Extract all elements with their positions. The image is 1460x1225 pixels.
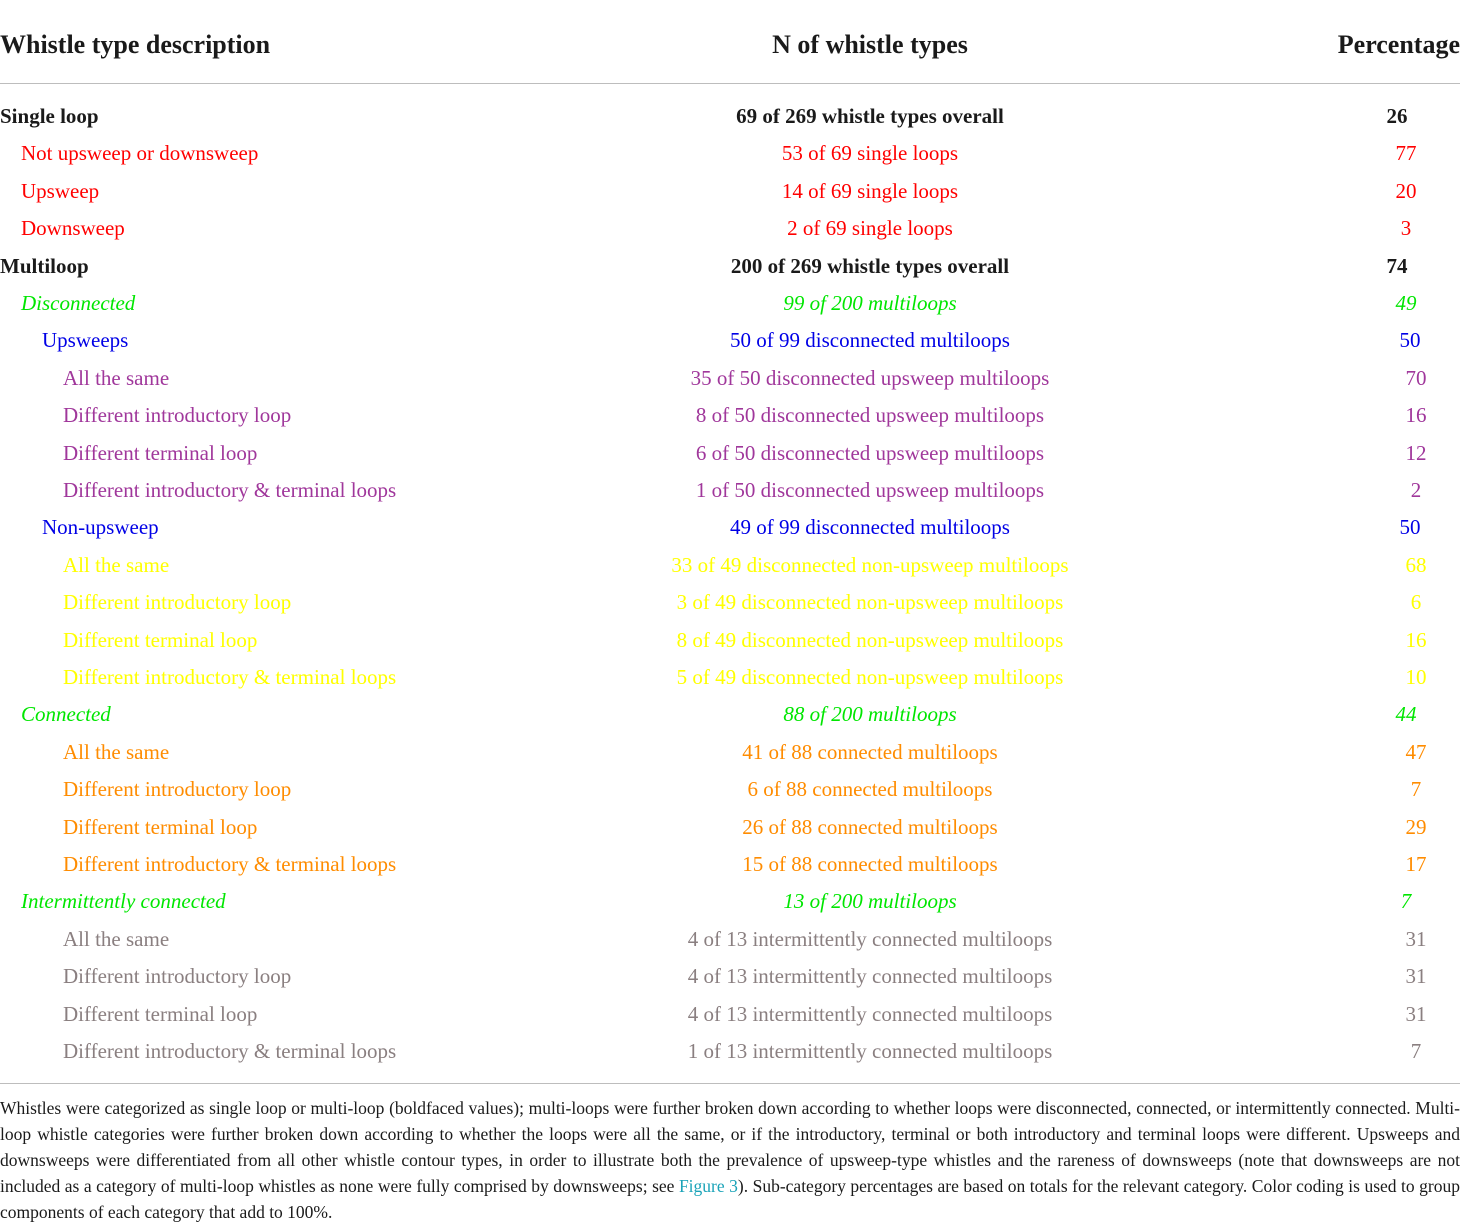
table-row (0, 253, 1460, 290)
row-percentage: 31 (1405, 926, 1427, 951)
row-n-whistle-types: 50 of 99 disconnected multiloops (730, 328, 1010, 353)
row-percentage: 49 (1395, 291, 1417, 315)
row-percentage: 50 (1399, 515, 1421, 540)
table-row (0, 776, 1460, 813)
row-description: Different introductory & terminal loops (63, 478, 397, 502)
row-n-whistle-types: 88 of 200 multiloops (783, 702, 957, 727)
row-description: Different introductory & terminal loops (63, 852, 397, 876)
row-description: Different introductory loop (63, 590, 292, 615)
row-percentage: 47 (1405, 739, 1427, 764)
row-description: Connected (21, 702, 111, 727)
row-description: Different introductory loop (63, 403, 292, 428)
row-n-whistle-types: 14 of 69 single loops (781, 178, 959, 203)
row-n-whistle-types: 8 of 50 disconnected upsweep multiloops (695, 403, 1045, 428)
footnote-text-after-link: ). Sub-category percentages are based on totals for the relevant category. Color coding is used to group components of each category that add to 100%. (0, 1176, 1460, 1222)
table-row (0, 327, 1460, 364)
table-row (0, 365, 1460, 402)
table-row (0, 664, 1460, 701)
row-n-whistle-types: 41 of 88 connected multiloops (742, 739, 998, 764)
table-row (0, 888, 1460, 925)
row-percentage: 3 (1400, 216, 1412, 241)
row-n-whistle-types: 99 of 200 multiloops (783, 291, 957, 315)
row-description: Different introductory & terminal loops (63, 665, 397, 689)
row-n-whistle-types: 8 of 49 disconnected non-upsweep multiloops (676, 627, 1064, 652)
table-row (0, 215, 1460, 252)
row-percentage: 68 (1405, 552, 1427, 577)
row-n-whistle-types: 69 of 269 whistle types overall (736, 104, 1004, 128)
row-n-whistle-types: 1 of 13 intermittently connected multiloops (687, 1039, 1053, 1063)
table-row (0, 103, 1460, 140)
row-description: Different introductory & terminal loops (63, 1039, 397, 1063)
table-row (0, 627, 1460, 664)
table-row (0, 477, 1460, 514)
row-n-whistle-types: 15 of 88 connected multiloops (742, 852, 998, 876)
row-n-whistle-types: 35 of 50 disconnected upsweep multiloops (690, 365, 1050, 390)
row-description: All the same (63, 365, 170, 390)
row-n-whistle-types: 2 of 69 single loops (787, 216, 953, 241)
row-description: All the same (63, 926, 170, 951)
table-row (0, 1001, 1460, 1038)
row-description: Multiloop (0, 253, 89, 278)
header-n-whistle-types: N of whistle types (772, 30, 968, 59)
table-footnote (0, 1095, 1460, 1225)
row-description: Upsweeps (42, 328, 129, 353)
table-row (0, 440, 1460, 477)
table-row (0, 140, 1460, 177)
table-row (0, 851, 1460, 888)
row-description: All the same (63, 552, 170, 577)
row-percentage: 31 (1405, 1001, 1427, 1026)
row-percentage: 29 (1405, 814, 1427, 839)
row-description: Different introductory loop (63, 777, 292, 802)
row-percentage: 31 (1405, 964, 1427, 989)
row-n-whistle-types: 1 of 50 disconnected upsweep multiloops (695, 478, 1045, 502)
row-description: Different introductory loop (63, 964, 292, 989)
row-description: Disconnected (21, 291, 136, 315)
row-description: Different terminal loop (63, 1001, 258, 1026)
row-description: Intermittently connected (21, 889, 226, 914)
table-row (0, 701, 1460, 738)
row-n-whistle-types: 3 of 49 disconnected non-upsweep multiloops (676, 590, 1064, 615)
row-n-whistle-types: 200 of 269 whistle types overall (730, 253, 1010, 278)
row-percentage: 6 (1410, 590, 1422, 615)
row-percentage: 44 (1395, 702, 1417, 727)
row-description: Different terminal loop (63, 440, 258, 465)
row-description: Single loop (0, 104, 99, 128)
row-percentage: 17 (1405, 852, 1427, 876)
row-percentage: 7 (1410, 1039, 1422, 1063)
row-n-whistle-types: 4 of 13 intermittently connected multiloops (687, 926, 1053, 951)
row-n-whistle-types: 6 of 88 connected multiloops (747, 777, 993, 802)
row-n-whistle-types: 26 of 88 connected multiloops (742, 814, 998, 839)
row-description: All the same (63, 739, 170, 764)
row-percentage: 16 (1405, 627, 1427, 652)
row-percentage: 7 (1400, 889, 1412, 914)
row-percentage: 16 (1405, 403, 1427, 428)
table-row (0, 963, 1460, 1000)
row-description: Different terminal loop (63, 627, 258, 652)
row-percentage: 50 (1399, 328, 1421, 353)
row-n-whistle-types: 4 of 13 intermittently connected multiloops (687, 1001, 1053, 1026)
row-n-whistle-types: 13 of 200 multiloops (783, 889, 957, 914)
table-header-row (0, 30, 1460, 70)
row-percentage: 2 (1410, 478, 1422, 502)
table-bottom-divider (0, 1083, 1460, 1084)
row-description: Not upsweep or downsweep (21, 141, 259, 166)
header-description: Whistle type description (0, 30, 271, 59)
row-n-whistle-types: 33 of 49 disconnected non-upsweep multiloops (671, 552, 1069, 577)
footnote-text-before-link: Whistles were categorized as single loop or multi-loop (boldfaced values); multi-loops were further broken down according to whether loops were disconnected, connected, or intermittently connected. Multi-loop whistle categories were further broken down according to whether the loops were all the same, or if the introductory, terminal or both introductory and terminal loops were different. Upsweeps and downsweeps were differentiated from all other whistle contour types, in order to illustrate both the prevalence of upsweep-type whistles and the rareness of downsweeps (note that downsweeps are not included as a category of multi-loop whistles as none were fully comprised by downsweeps; see (0, 1098, 1460, 1196)
table-row (0, 514, 1460, 551)
row-description: Non-upsweep (42, 515, 159, 540)
row-description: Different terminal loop (63, 814, 258, 839)
table-row (0, 402, 1460, 439)
figure-3-link[interactable]: Figure 3 (678, 1176, 738, 1196)
row-percentage: 20 (1395, 178, 1417, 203)
table-row (0, 589, 1460, 626)
row-n-whistle-types: 6 of 50 disconnected upsweep multiloops (695, 440, 1045, 465)
row-percentage: 70 (1405, 365, 1427, 390)
header-divider (0, 83, 1460, 84)
table-row (0, 290, 1460, 327)
table-row (0, 552, 1460, 589)
row-percentage: 7 (1410, 777, 1422, 802)
row-percentage: 12 (1405, 440, 1427, 465)
header-percentage: Percentage (1337, 30, 1460, 59)
row-percentage: 77 (1395, 141, 1417, 166)
row-percentage: 10 (1405, 665, 1427, 689)
table-row (0, 178, 1460, 215)
row-n-whistle-types: 53 of 69 single loops (781, 141, 959, 166)
table-row (0, 926, 1460, 963)
row-description: Upsweep (21, 178, 100, 203)
row-percentage: 26 (1386, 104, 1408, 128)
row-n-whistle-types: 5 of 49 disconnected non-upsweep multiloops (676, 665, 1064, 689)
row-description: Downsweep (21, 216, 125, 241)
row-n-whistle-types: 49 of 99 disconnected multiloops (730, 515, 1010, 540)
table-row (0, 1038, 1460, 1075)
row-n-whistle-types: 4 of 13 intermittently connected multiloops (687, 964, 1053, 989)
table-row (0, 739, 1460, 776)
table-row (0, 814, 1460, 851)
row-percentage: 74 (1386, 253, 1408, 278)
